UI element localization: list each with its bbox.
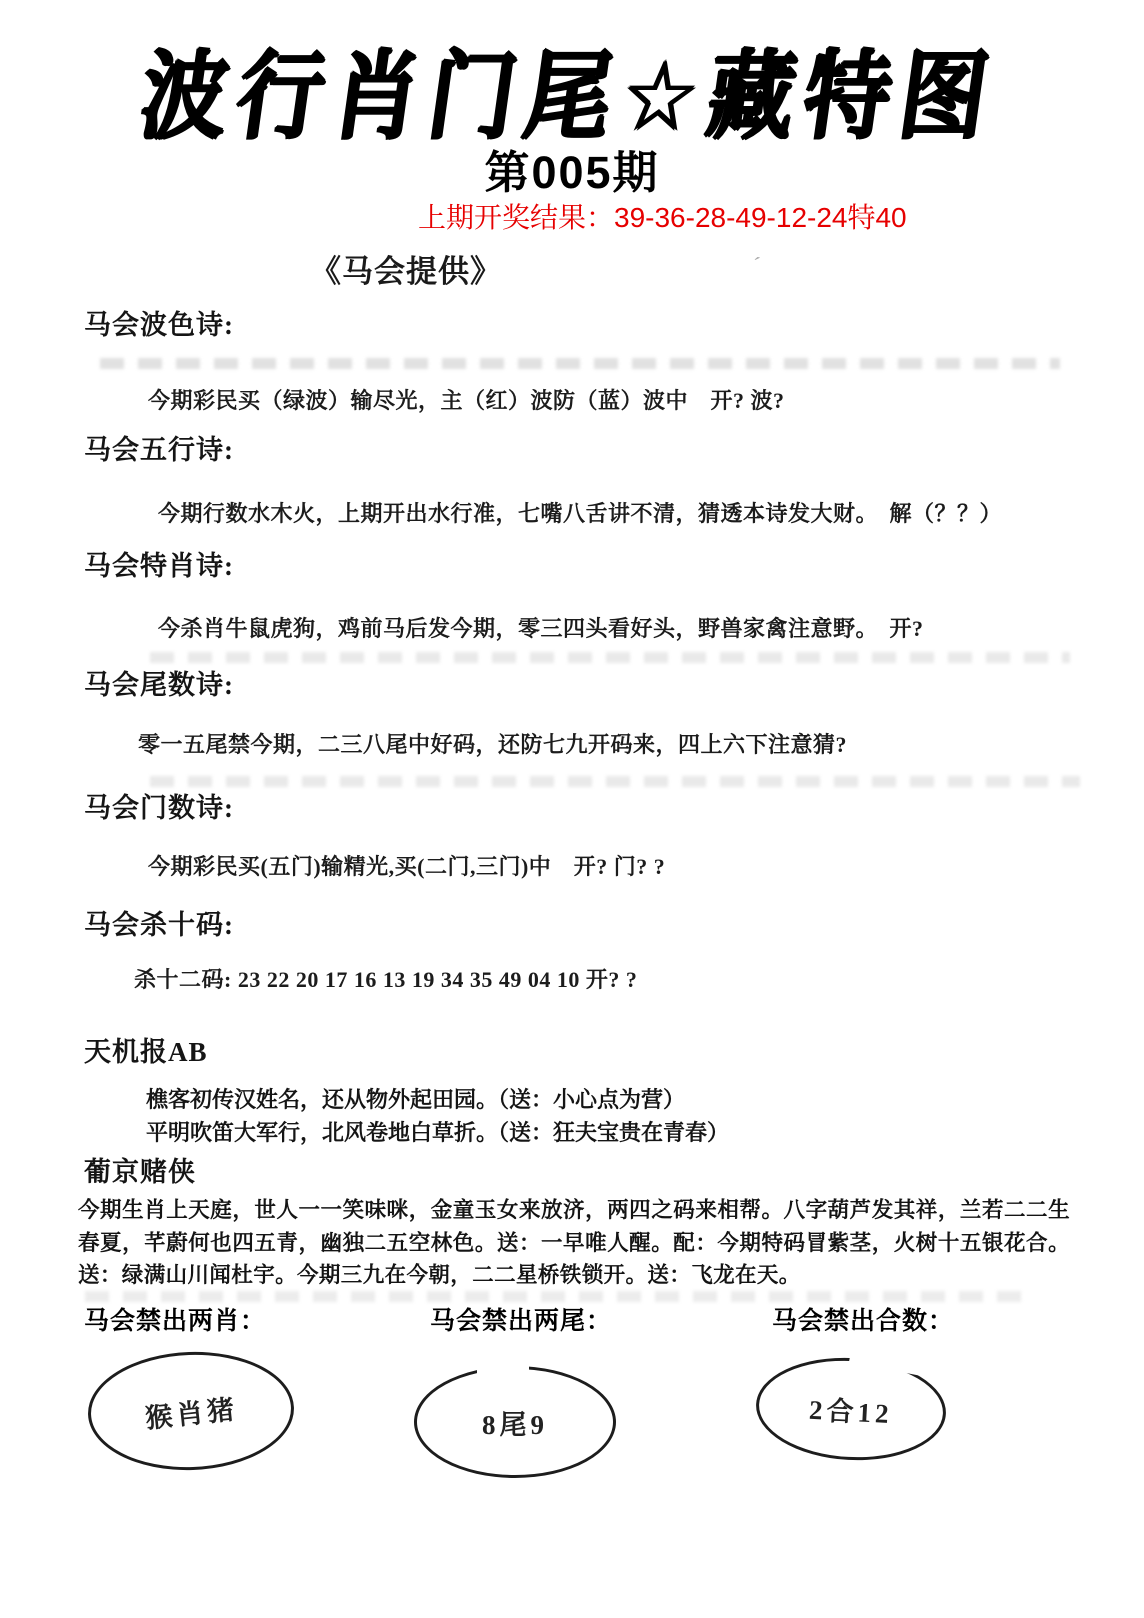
stray-ink-mark: ˊ — [749, 251, 762, 278]
ban-heading-sum: 马会禁出合数： — [772, 1308, 955, 1335]
section-heading-menshu: 马会门数诗: — [84, 793, 234, 823]
faded-text-smudge — [150, 652, 1070, 663]
ban-heading-tail: 马会禁出两尾： — [430, 1308, 613, 1335]
poem-bose: 今期彩民买（绿波）输尽光，主（红）波防（蓝）波中 开? 波? — [148, 388, 785, 413]
poem-menshu: 今期彩民买(五门)输精光,买(二门,三门)中 开? 门? ? — [148, 854, 666, 879]
ban-heading-zodiac: 马会禁出两肖： — [84, 1308, 267, 1335]
poem-shashima: 杀十二码: 23 22 20 17 16 13 19 34 35 49 04 10 开? ? — [134, 967, 638, 992]
tianji-line-1: 樵客初传汉姓名，还从物外起田园。（送：小心点为营） — [146, 1087, 686, 1112]
ban-value-zodiac: 猴肖猪 — [143, 1393, 240, 1434]
oval-border-gap — [477, 1364, 529, 1374]
ban-oval-sum — [753, 1353, 948, 1465]
pujing-heading: 葡京赌侠 — [84, 1157, 196, 1187]
poem-weishu: 零一五尾禁今期，二三八尾中好码，还防七九开码来，四上六下注意猜? — [138, 732, 848, 757]
masthead-title: 波行肖门尾☆藏特图 — [133, 40, 1005, 153]
provider-label: 《马会提供》 — [310, 254, 502, 289]
tianji-heading: 天机报AB — [84, 1037, 208, 1067]
tianji-line-2: 平明吹笛大军行，北风卷地白草折。（送：狂夫宝贵在青春） — [146, 1120, 730, 1145]
oval-border-gap — [849, 1350, 920, 1375]
poem-wuxing: 今期行数水木火，上期开出水行准，七嘴八舌讲不清，猜透本诗发大财。 解（？？） — [158, 501, 1003, 526]
ban-value-tail: 8尾9 — [482, 1409, 548, 1440]
faded-text-smudge — [150, 776, 1080, 787]
ban-value-sum: 2合12 — [808, 1394, 894, 1429]
section-heading-shashima: 马会杀十码: — [84, 910, 234, 940]
section-heading-texiao: 马会特肖诗: — [84, 551, 234, 581]
faded-text-smudge — [100, 358, 1060, 369]
poem-texiao: 今杀肖牛鼠虎狗，鸡前马后发今期，零三四头看好头，野兽家禽注意野。 开? — [158, 616, 924, 641]
issue-number: 第005期 — [484, 147, 660, 198]
ban-oval-tail — [414, 1366, 616, 1478]
last-draw-result: 上期开奖结果：39-36-28-49-12-24特40 — [418, 202, 907, 233]
section-heading-bose: 马会波色诗: — [84, 310, 234, 340]
section-heading-wuxing: 马会五行诗: — [84, 435, 234, 465]
pujing-paragraph: 今期生肖上天庭，世人一一笑味咪，金童玉女来放济，两四之码来相帮。八字葫芦发其祥，兰若二二生春夏，芊蔚何也四五青，幽独二五空林色。送：一早唯人醒。配：今期特码冒紫茎，火树十五银花合。送：绿满山川闻杜宇。今期三九在今朝，二二星桥铁锁开。送：飞龙在天。 — [78, 1198, 1070, 1287]
section-heading-weishu: 马会尾数诗: — [84, 670, 234, 700]
ban-oval-zodiac — [86, 1348, 296, 1473]
